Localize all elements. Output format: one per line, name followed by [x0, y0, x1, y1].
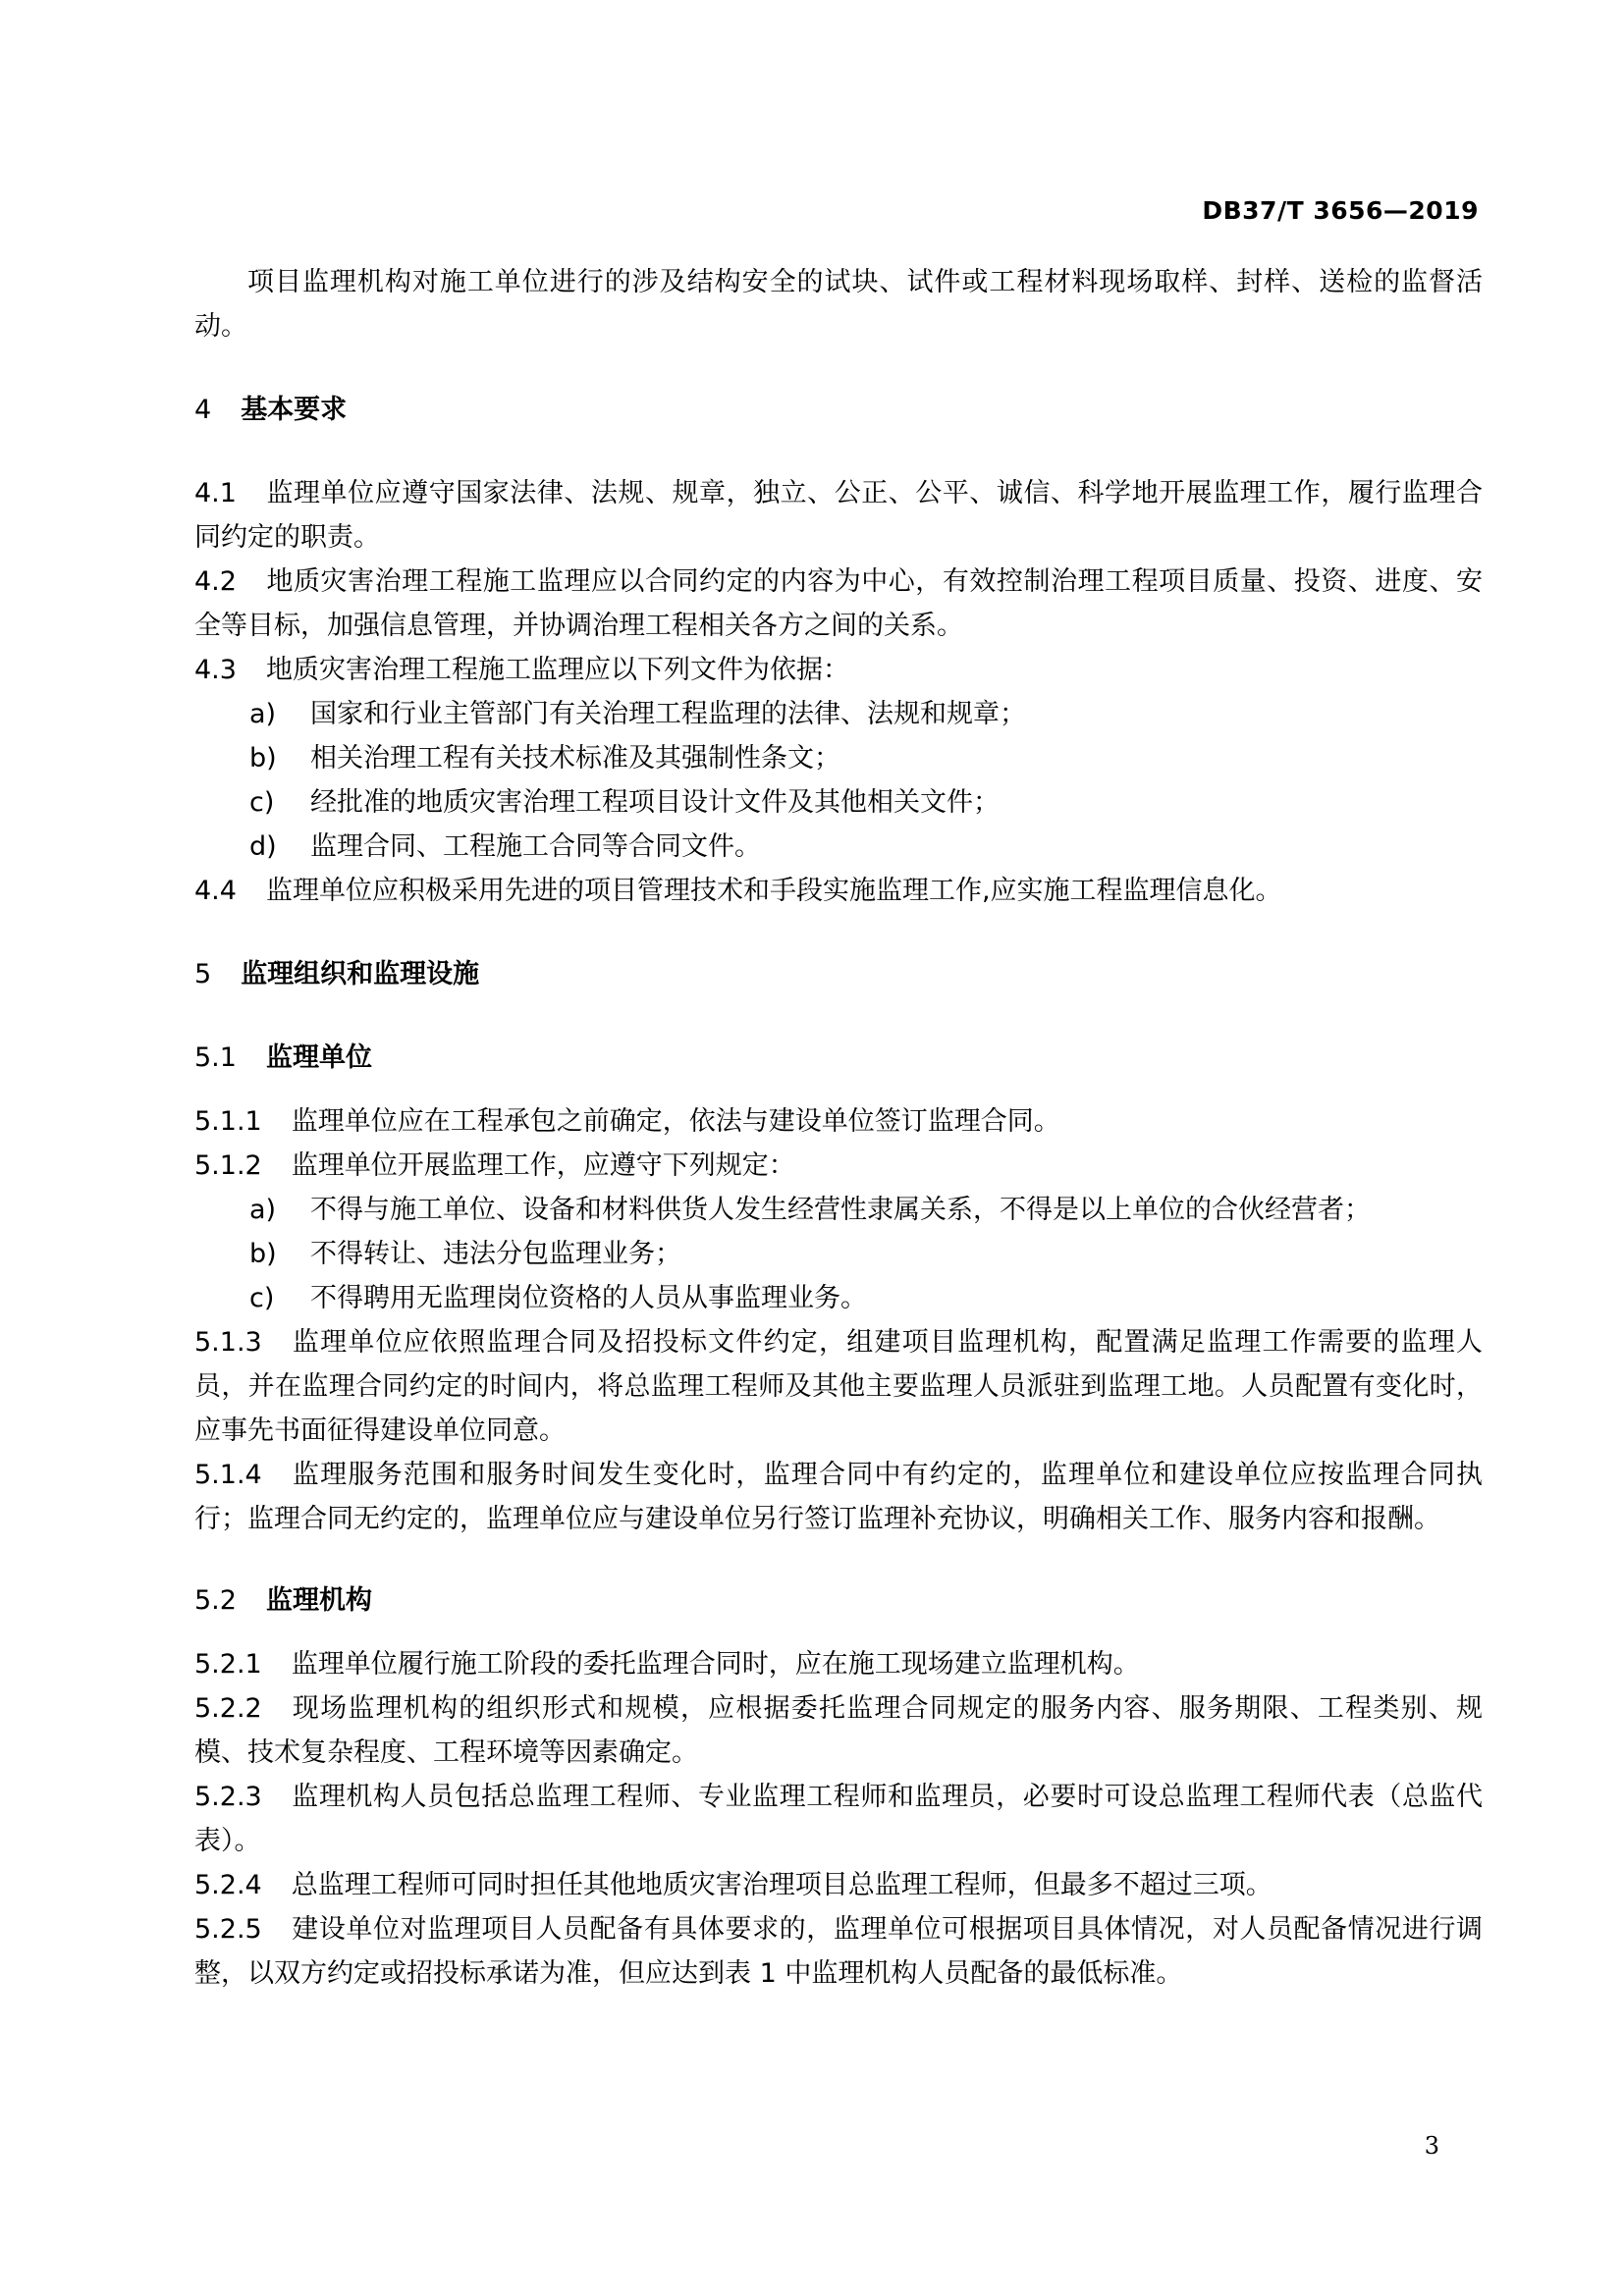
clause [194, 1907, 1483, 1996]
list-item-label: a) [249, 699, 277, 729]
clause [194, 1453, 1483, 1541]
section-number: 5 [194, 959, 212, 989]
clause-number: 5.1.1 [194, 1106, 262, 1137]
list-item-text: 经批准的地质灾害治理工程项目设计文件及其他相关文件； [310, 787, 1000, 818]
subsection-title: 监理机构 [265, 1585, 372, 1616]
clause [194, 1099, 1483, 1144]
list-item-label: a) [249, 1195, 277, 1225]
clause [194, 1144, 1483, 1188]
list-item [194, 1188, 1483, 1232]
clause-text: 地质灾害治理工程施工监理应以合同约定的内容为中心，有效控制治理工程项目质量、投资、进度、安全等目标，加强信息管理，并协调治理工程相关各方之间的关系。 [194, 566, 1483, 641]
clause [194, 648, 1483, 692]
list-item-text: 不得转让、违法分包监理业务； [310, 1239, 681, 1269]
clause [194, 1686, 1483, 1775]
clause [194, 1320, 1483, 1453]
list-item-label: b) [249, 743, 277, 774]
clause [194, 471, 1483, 560]
clause-text: 总监理工程师可同时担任其他地质灾害治理项目总监理工程师，但最多不超过三项。 [291, 1870, 1272, 1900]
clause [194, 869, 1483, 913]
subsection-heading [194, 1578, 1483, 1623]
list-item [194, 825, 1483, 869]
section-title: 监理组织和监理设施 [241, 959, 480, 989]
clause-text: 地质灾害治理工程施工监理应以下列文件为依据： [265, 655, 849, 685]
intro-paragraph: 项目监理机构对施工单位进行的涉及结构安全的试块、试件或工程材料现场取样、封样、送检的监督活动。 [194, 267, 1483, 342]
section-heading [194, 388, 1483, 432]
clause-text: 监理单位应在工程承包之前确定，依法与建设单位签订监理合同。 [291, 1106, 1060, 1137]
clause [194, 560, 1483, 648]
subsection-number: 5.1 [194, 1042, 237, 1073]
list-item-label: c) [249, 1283, 275, 1313]
clause-number: 5.1.4 [194, 1460, 262, 1490]
clause-text: 监理单位履行施工阶段的委托监理合同时，应在施工现场建立监理机构。 [291, 1649, 1140, 1680]
list-item-label: c) [249, 787, 275, 818]
clause [194, 1775, 1483, 1863]
section-heading [194, 952, 1483, 996]
clause-text: 监理单位开展监理工作，应遵守下列规定： [291, 1150, 795, 1181]
clause-text: 监理单位应遵守国家法律、法规、规章，独立、公正、公平、诚信、科学地开展监理工作，履行监理合同约定的职责。 [194, 478, 1483, 553]
clause-number: 5.2.1 [194, 1649, 262, 1680]
subsection-title: 监理单位 [265, 1042, 372, 1073]
clause-number: 5.1.3 [194, 1327, 262, 1358]
list-item-text: 国家和行业主管部门有关治理工程监理的法律、法规和规章； [310, 699, 1026, 729]
list-item-label: d) [249, 831, 277, 862]
list-item [194, 780, 1483, 825]
page-content [194, 260, 1483, 1996]
standard-code: DB37/T 3656—2019 [1202, 196, 1479, 225]
clause-text: 监理服务范围和服务时间发生变化时，监理合同中有约定的，监理单位和建设单位应按监理合同执行；监理合同无约定的，监理单位应与建设单位另行签订监理补充协议，明确相关工作、服务内容和报酬。 [194, 1460, 1483, 1534]
clause-text: 监理机构人员包括总监理工程师、专业监理工程师和监理员，必要时可设总监理工程师代表（总监代表）。 [194, 1782, 1483, 1856]
clause-number: 5.2.2 [194, 1693, 262, 1724]
clause-text: 监理单位应积极采用先进的项目管理技术和手段实施监理工作,应实施工程监理信息化。 [265, 876, 1282, 906]
clause [194, 1863, 1483, 1907]
page-number: 3 [1424, 2132, 1439, 2160]
clause-number: 4.4 [194, 876, 237, 906]
list-item [194, 692, 1483, 736]
clause [194, 1642, 1483, 1686]
subsection-number: 5.2 [194, 1585, 237, 1616]
section-number: 4 [194, 395, 212, 425]
clause-number: 5.2.4 [194, 1870, 262, 1900]
list-item [194, 1232, 1483, 1276]
list-item-text: 监理合同、工程施工合同等合同文件。 [310, 831, 761, 862]
list-item [194, 1276, 1483, 1320]
clause-number: 4.1 [194, 478, 237, 508]
list-item-text: 不得聘用无监理岗位资格的人员从事监理业务。 [310, 1283, 867, 1313]
clause-number: 4.3 [194, 655, 237, 685]
section-title: 基本要求 [241, 395, 348, 425]
list-item-text: 相关治理工程有关技术标准及其强制性条文； [310, 743, 840, 774]
clause-number: 5.2.5 [194, 1914, 262, 1945]
clause-text: 监理单位应依照监理合同及招投标文件约定，组建项目监理机构，配置满足监理工作需要的监理人员，并在监理合同约定的时间内，将总监理工程师及其他主要监理人员派驻到监理工地。人员配置有变化时，应事先书面征得建设单位同意。 [194, 1327, 1483, 1446]
clause-number: 4.2 [194, 566, 237, 597]
clause-text: 建设单位对监理项目人员配备有具体要求的，监理单位可根据项目具体情况，对人员配备情况进行调整，以双方约定或招投标承诺为准，但应达到表 1 中监理机构人员配备的最低标准。 [194, 1914, 1483, 1989]
list-item-label: b) [249, 1239, 277, 1269]
clause-number: 5.1.2 [194, 1150, 262, 1181]
clause-number: 5.2.3 [194, 1782, 262, 1812]
list-item-text: 不得与施工单位、设备和材料供货人发生经营性隶属关系，不得是以上单位的合伙经营者； [310, 1195, 1371, 1225]
subsection-heading [194, 1036, 1483, 1080]
list-item [194, 736, 1483, 780]
clause-text: 现场监理机构的组织形式和规模，应根据委托监理合同规定的服务内容、服务期限、工程类别、规模、技术复杂程度、工程环境等因素确定。 [194, 1693, 1483, 1768]
